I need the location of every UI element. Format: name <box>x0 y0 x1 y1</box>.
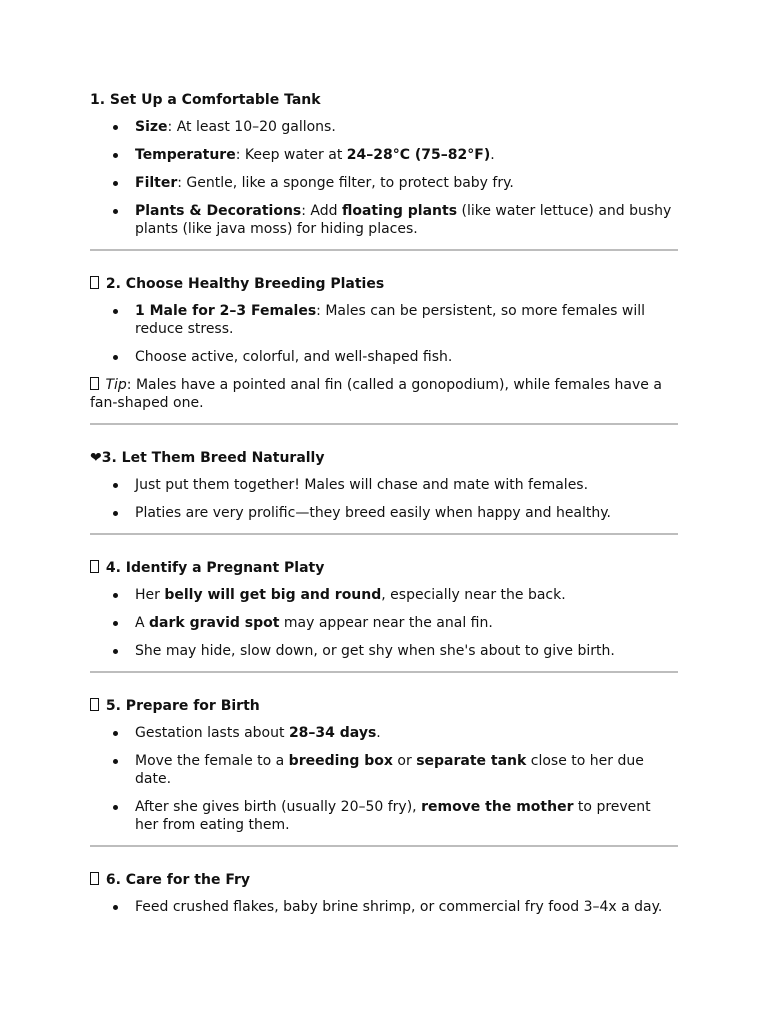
text-run: She may hide, slow down, or get shy when she's about to give birth. <box>135 643 615 659</box>
bold-text: floating plants <box>341 203 458 219</box>
list-item <box>135 174 678 192</box>
text-run: A <box>135 615 150 631</box>
section-heading <box>90 559 678 578</box>
section-1-set-up-a-comfortable-tank <box>90 91 678 238</box>
text-run: Her <box>135 587 165 603</box>
list-item <box>135 752 678 788</box>
bold-text: 1 Male for 2–3 Females <box>135 303 317 319</box>
list-item <box>135 202 678 238</box>
text-run: After she gives birth (usually 20–50 fry), <box>135 799 422 815</box>
text-run: (like water lettuce) and bushy plants (like java moss) for hiding places. <box>135 203 672 237</box>
section-title: 5. Prepare for Birth <box>105 698 260 714</box>
bullet-list <box>90 724 678 834</box>
section-divider <box>90 533 678 535</box>
list-item <box>135 798 678 834</box>
text-run: or <box>392 753 417 769</box>
section-heading <box>90 449 678 468</box>
list-item <box>135 724 678 742</box>
section-divider <box>90 671 678 673</box>
section-divider <box>90 249 678 251</box>
tip-text: : Males have a pointed anal fin (called a gonopodium), while females have a fan-shaped one. <box>90 377 662 411</box>
bold-text: remove the mother <box>421 799 574 815</box>
bullet-list <box>90 898 678 916</box>
missing-glyph-icon <box>90 872 99 885</box>
section-heading <box>90 697 678 716</box>
bullet-list <box>90 302 678 366</box>
text-run: Gestation lasts about <box>135 725 289 741</box>
bold-text: 24–28°C (75–82°F) <box>346 147 491 163</box>
bold-text: Temperature <box>135 147 236 163</box>
section-heading <box>90 91 678 110</box>
text-run: : Add <box>301 203 342 219</box>
list-item <box>135 146 678 164</box>
text-run: : At least 10–20 gallons. <box>167 119 336 135</box>
section-divider <box>90 423 678 425</box>
document-content <box>90 91 678 916</box>
bold-text: 28–34 days <box>288 725 377 741</box>
section-2-choose-healthy-breeding-platies <box>90 275 678 412</box>
bold-text: Size <box>135 119 168 135</box>
section-3-let-them-breed-naturally <box>90 449 678 522</box>
missing-glyph-icon <box>90 276 99 289</box>
bullet-list <box>90 118 678 238</box>
text-run: Just put them together! Males will chase and mate with females. <box>135 477 589 493</box>
tip-label: Tip <box>105 377 127 393</box>
list-item <box>135 504 678 522</box>
section-heading <box>90 871 678 890</box>
bold-text: separate tank <box>416 753 527 769</box>
section-title: 2. Choose Healthy Breeding Platies <box>105 276 385 292</box>
missing-glyph-icon <box>90 560 99 573</box>
text-run: : Gentle, like a sponge filter, to protect baby fry. <box>177 175 514 191</box>
list-item <box>135 614 678 632</box>
bold-text: dark gravid spot <box>149 615 280 631</box>
section-4-identify-a-pregnant-platy <box>90 559 678 660</box>
list-item <box>135 476 678 494</box>
bold-text: belly will get big and round <box>164 587 382 603</box>
bold-text: breeding box <box>288 753 393 769</box>
tip-note <box>90 376 678 412</box>
list-item <box>135 348 678 366</box>
text-run: , especially near the back. <box>381 587 566 603</box>
text-run: Platies are very prolific—they breed easily when happy and healthy. <box>135 505 611 521</box>
bold-text: Filter <box>135 175 178 191</box>
text-run: : Keep water at <box>235 147 347 163</box>
text-run: . <box>490 147 495 163</box>
bullet-list <box>90 586 678 660</box>
text-run: close to her due date. <box>135 753 644 787</box>
section-title: 1. Set Up a Comfortable Tank <box>90 92 321 108</box>
text-run: Choose active, colorful, and well-shaped fish. <box>135 349 453 365</box>
section-5-prepare-for-birth <box>90 697 678 834</box>
text-run: to prevent her from eating them. <box>135 799 651 833</box>
text-run: Feed crushed flakes, baby brine shrimp, or commercial fry food 3–4x a day. <box>135 899 663 915</box>
text-run: . <box>376 725 381 741</box>
text-run: : Males can be persistent, so more females will reduce stress. <box>135 303 646 337</box>
heart-icon: ❤ <box>90 450 102 466</box>
section-heading <box>90 275 678 294</box>
bold-text: Plants & Decorations <box>135 203 302 219</box>
list-item <box>135 642 678 660</box>
section-divider <box>90 845 678 847</box>
text-run: may appear near the anal fin. <box>279 615 493 631</box>
bullet-list <box>90 476 678 522</box>
section-title: 3. Let Them Breed Naturally <box>101 450 325 466</box>
missing-glyph-icon <box>90 698 99 711</box>
text-run: Move the female to a <box>135 753 289 769</box>
section-title: 6. Care for the Fry <box>105 872 251 888</box>
missing-glyph-icon <box>90 377 99 390</box>
section-6-care-for-the-fry <box>90 871 678 916</box>
list-item <box>135 898 678 916</box>
section-title: 4. Identify a Pregnant Platy <box>105 560 325 576</box>
list-item <box>135 586 678 604</box>
list-item <box>135 118 678 136</box>
list-item <box>135 302 678 338</box>
